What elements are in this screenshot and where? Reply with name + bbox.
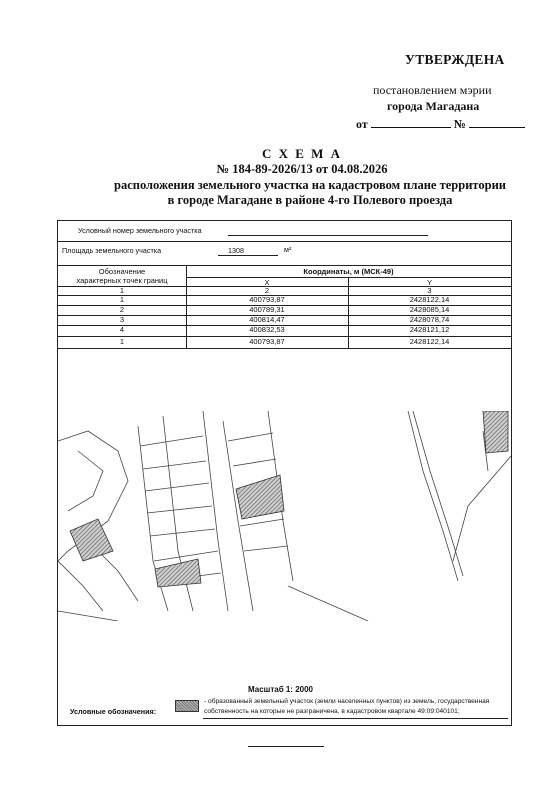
cadastral-number-blank bbox=[228, 235, 428, 236]
col-point-header-1: Обозначение bbox=[98, 267, 146, 276]
row-x: 400793,87 bbox=[249, 295, 285, 304]
map-boundary bbox=[228, 433, 273, 441]
number-blank bbox=[469, 116, 525, 128]
map-boundary bbox=[145, 483, 209, 491]
row-point: 3 bbox=[119, 315, 125, 324]
signature-line bbox=[248, 746, 324, 747]
legend-label: Условные обозначения: bbox=[70, 707, 157, 716]
map-boundary bbox=[140, 436, 203, 446]
map-boundary bbox=[453, 456, 511, 561]
row-y: 2428085,14 bbox=[409, 305, 450, 314]
map-boundary bbox=[154, 551, 218, 561]
area-value: 1308 bbox=[228, 246, 244, 255]
legend-underline bbox=[203, 718, 508, 719]
map-boundary bbox=[240, 519, 284, 526]
x-header: X bbox=[264, 278, 270, 287]
table-divider bbox=[58, 348, 511, 349]
legend-text-1: - образованный земельный участок (земли населенных пунктов) из земель, государственная bbox=[204, 698, 490, 705]
row-point: 4 bbox=[119, 325, 125, 334]
decree-date-number bbox=[356, 116, 525, 132]
scheme-subtitle-1: расположения земельного участка на кадастровом плане территории bbox=[114, 178, 506, 192]
num-col-1: 1 bbox=[119, 286, 125, 295]
map-boundary bbox=[244, 546, 288, 551]
map-road bbox=[408, 411, 458, 581]
map-boundary bbox=[58, 611, 118, 621]
row-point: 2 bbox=[119, 305, 125, 314]
decree-line-2: города Магадана bbox=[387, 99, 480, 113]
cadastral-map bbox=[58, 411, 511, 621]
map-boundary bbox=[68, 451, 103, 511]
map-boundary bbox=[203, 411, 228, 611]
hatched-parcel bbox=[483, 411, 508, 453]
number-label: № bbox=[453, 117, 466, 131]
row-point: 1 bbox=[119, 337, 125, 346]
map-scale: Масштаб 1: 2000 bbox=[248, 685, 313, 694]
decree-line-1: постановлением мэрии bbox=[373, 83, 492, 97]
hatched-parcel bbox=[155, 559, 201, 587]
row-x: 400789,31 bbox=[249, 305, 285, 314]
approved-heading: УТВЕРЖДЕНА bbox=[405, 52, 505, 67]
divider bbox=[58, 241, 511, 242]
row-x: 400814,47 bbox=[249, 315, 285, 324]
map-boundary bbox=[150, 529, 215, 536]
legend-hatch-swatch bbox=[175, 700, 199, 712]
num-col-2: 2 bbox=[264, 286, 270, 295]
date-blank bbox=[371, 116, 451, 128]
col-point-header-2: характерных точек границ bbox=[76, 276, 168, 285]
map-boundary bbox=[147, 506, 212, 513]
y-header: Y bbox=[426, 278, 432, 287]
row-point: 1 bbox=[119, 295, 125, 304]
row-y: 2428122,14 bbox=[409, 337, 450, 346]
row-y: 2428078,74 bbox=[409, 315, 450, 324]
map-boundary bbox=[143, 461, 206, 469]
divider bbox=[58, 265, 511, 266]
row-y: 2428122,14 bbox=[409, 295, 450, 304]
area-unit: м² bbox=[284, 245, 292, 254]
row-x: 400793,87 bbox=[249, 337, 285, 346]
hatched-parcel bbox=[70, 519, 113, 561]
map-boundary bbox=[58, 561, 103, 611]
row-y: 2428121,12 bbox=[409, 325, 450, 334]
num-col-3: 3 bbox=[427, 286, 432, 295]
legend-text-2: собственность на которые не разграничена, в кадастровом квартале 49:09:040101; bbox=[204, 708, 460, 715]
map-boundary bbox=[233, 459, 276, 466]
area-label: Площадь земельного участка bbox=[62, 246, 162, 255]
scheme-subtitle-2: в городе Магадане в районе 4-го Полевого проезда bbox=[167, 193, 453, 207]
from-label: от bbox=[356, 117, 368, 131]
scheme-frame bbox=[57, 220, 512, 726]
area-underline bbox=[218, 255, 278, 256]
scheme-number: № 184-89-2026/13 от 04.08.2026 bbox=[216, 162, 388, 176]
map-boundary bbox=[288, 586, 368, 621]
coords-header: Координаты, м (МСК-49) bbox=[303, 267, 394, 276]
formed-land-plot bbox=[236, 475, 284, 519]
row-x: 400832,53 bbox=[249, 325, 285, 334]
scheme-title: С Х Е М А bbox=[261, 146, 343, 161]
cadastral-number-label: Условный номер земельного участка bbox=[78, 226, 202, 235]
